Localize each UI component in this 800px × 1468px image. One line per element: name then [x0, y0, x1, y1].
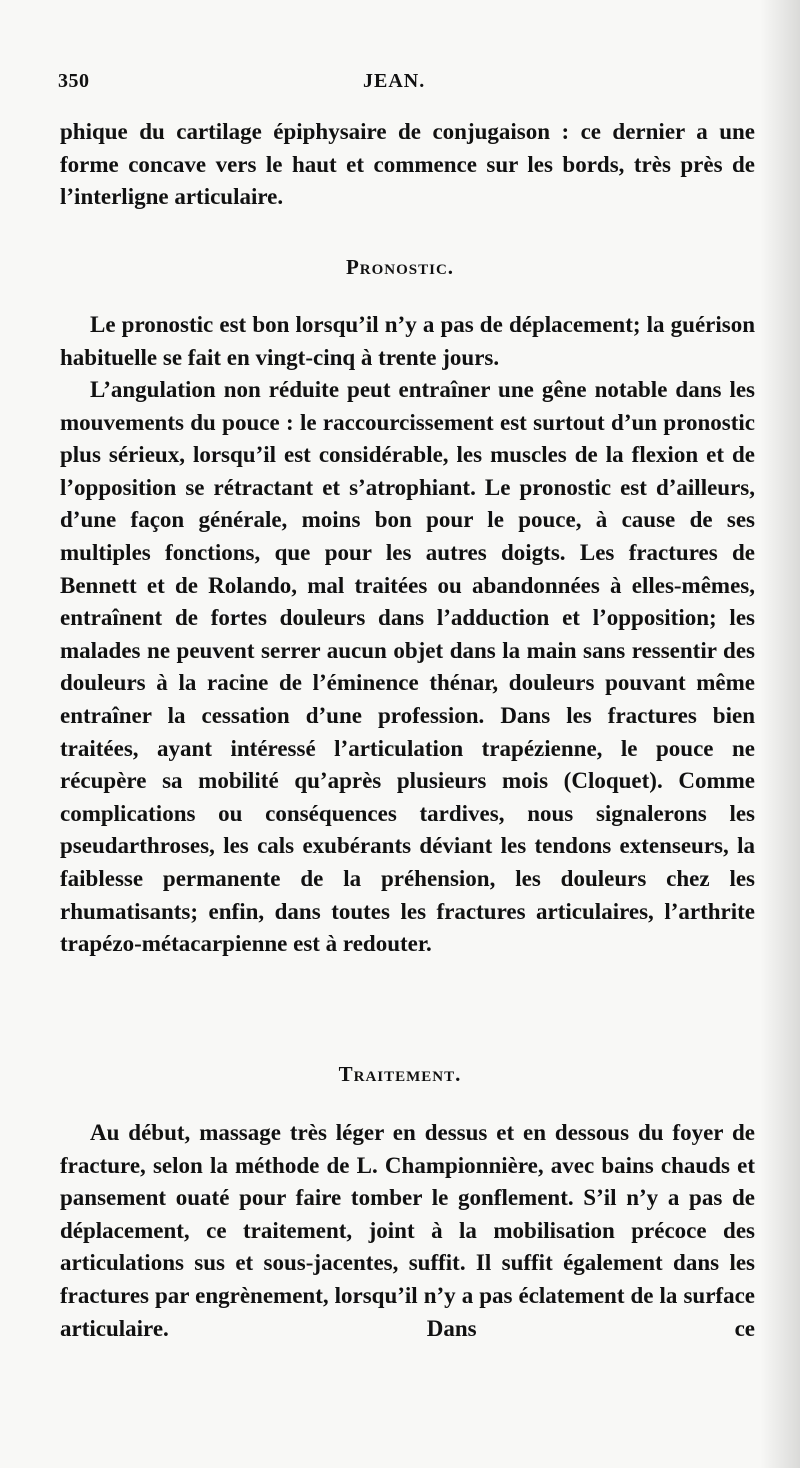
paragraph-pronostic-1: Le pronostic est bon lorsqu’il n’y a pas de déplacement; la guérison habituelle se fait en vingt-cinq à trente jours.	[60, 312, 755, 370]
page-header	[58, 70, 748, 100]
running-head: JEAN.	[363, 70, 426, 92]
section-title-traitement: Traitement.	[338, 1062, 462, 1086]
paragraph-continuation: phique du cartilage épiphysaire de conjugaison : ce dernier a une forme concave vers le haut et commence sur les bords, très près de l’interligne articulaire.	[60, 119, 755, 210]
paragraph-pronostic-2: L’angulation non réduite peut entraîner une gêne notable dans les mouvements du pouce : le raccourcissement est surtout d’un pronostic plus sérieux, lorsqu’il est considérable, les muscles de la flexion et de l’opposition se rétractant et s’atrophiant. Le pronostic est d’ailleurs, d’une façon générale, moins bon pour le pouce, à cause de ses multiples fonctions, que pour les autres doigts. Les fractures de Bennett et de Rolando, mal traitées ou abandonnées à elles-mêmes, entraînent de fortes douleurs dans l’adduction et l’opposition; les malades ne peuvent serrer aucun objet dans la main sans ressentir des douleurs à la racine de l’éminence thénar, douleurs pouvant même entraîner la cessation d’une profession. Dans les fractures bien traitées, ayant intéressé l’articulation trapézienne, le pouce ne récupère sa mobilité qu’après plusieurs mois (Cloquet). Comme complications ou conséquences tardives, nous signalerons les pseudarthroses, les cals exubérants déviant les tendons extenseurs, la faiblesse permanente de la préhension, les douleurs chez les rhumatisants; enfin, dans toutes les fractures articulaires, l’arthrite trapézo-métacarpienne est à redouter.	[60, 377, 755, 957]
section-title-pronostic: Pronostic.	[345, 255, 455, 279]
page-number: 350	[58, 70, 90, 92]
paragraph-traitement: Au début, massage très léger en dessus et en dessous du foyer de fracture, selon la méthode de L. Championnière, avec bains chauds et pansement ouaté pour faire tomber le gonflement. S’il n’y a pas de déplacement, ce traitement, joint à la mobilisation précoce des articulations sus et sous-jacentes, suffit. Il suffit également dans les fractures par engrènement, lorsqu’il n’y a pas éclatement de la surface articulaire. Dans ce	[60, 1120, 755, 1341]
